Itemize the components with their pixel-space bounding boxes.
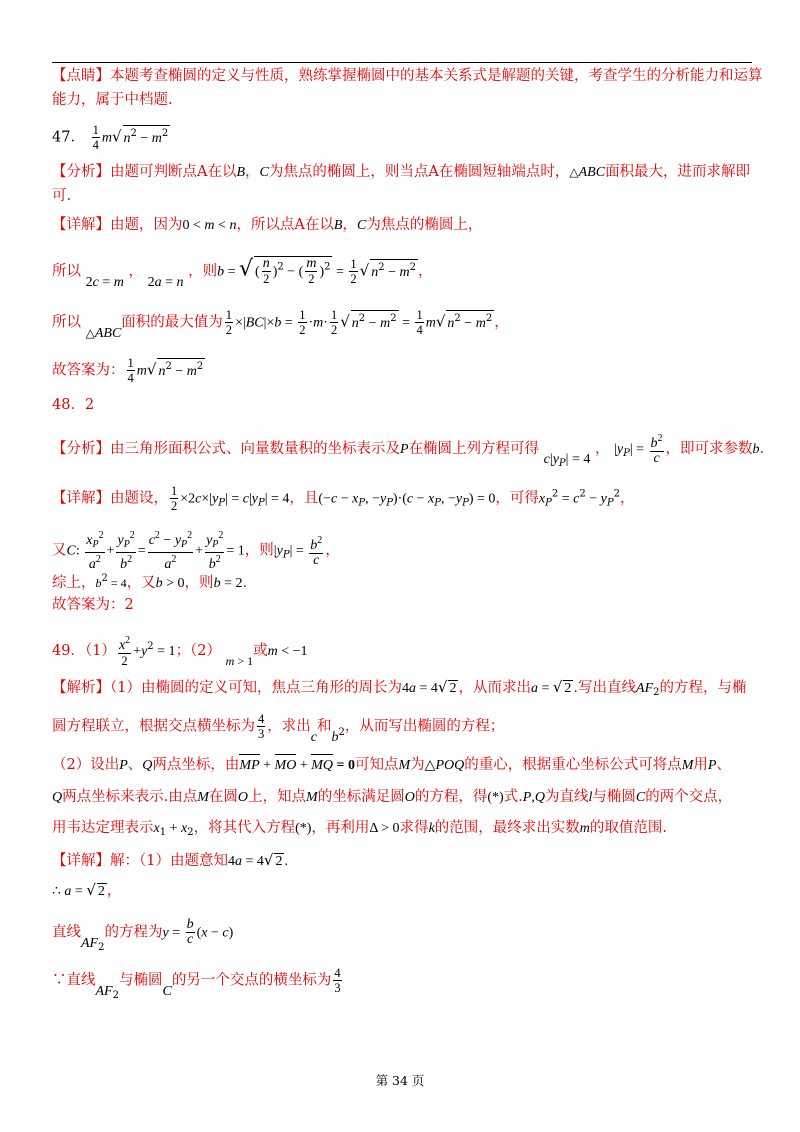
q49-xiangjie-4: ∵直线$AF_2$与椭圆C的另一个交点的横坐标为 $\frac{4}{3}$ (52, 966, 341, 1001)
q49-xiangjie-1: 【详解】解：（1）由题意知4a = 4√ 2 . (52, 851, 288, 869)
dianjing-line-2: 能力，属于中档题. (52, 92, 173, 108)
q49-jiexi-5: 用韦达定理表示$x_1 + x_2$，将其代入方程(*)，再利用Δ > 0求得k的范围，最终求出实数m的取值范围. (52, 820, 668, 838)
q49-xiangjie-3: 直线$AF_2$的方程为y = $\frac{b}{c}$ (x − c) (52, 917, 234, 953)
q47-fenxi-1: 【分析】由题可判断点A在以B，C为焦点的椭圆上，则当点A在椭圆短轴端点时，△ABC面积最大，进而求解即 (52, 164, 751, 180)
q49-jiexi-1: 【解析】（1）由椭圆的定义可知，焦点三角形的周长为4a = 4√ 2 ，从而求出a = √ 2 .写出直线$AF_2$的方程，与椭 (52, 678, 747, 698)
fenxi-tag: 【分析】 (52, 164, 110, 180)
q48-xiangjie-1: 【详解】由题设， $\frac{1}{2}$ $\times 2c\times|y_P| = c|y_P| = 4$，且($-c - x_P$, $-y_P)\cdot(c - x_P$, $-y_P) = 0$，可得$x_P^2 = c^2 - y_P^2$， (52, 484, 635, 513)
q48-xiangjie-2: 又C: $\frac{x_P^2}{a^2}$ + $\frac{y_P^2}{b^2}$ = $\frac{c^2 - y_P^2}{a^2}$ + $\frac{y_P^2}{b^2}$ = 1，则$|y_P|$ = $\frac{b^2}{c}$ ， (52, 530, 340, 572)
q47-fenxi-2: 可. (52, 188, 72, 204)
q48-fenxi: 【分析】由三角形面积公式、向量数量积的坐标表示及P在椭圆上列方程可得 $c|y_P| = 4$ ， $|y_P|$ = $\frac{b^2}{c}$ ，即可求参数b. (52, 433, 765, 469)
q47-xiangjie-1: 【详解】由题，因为0 < m < n，所以点A在以B，C为焦点的椭圆上， (52, 217, 483, 233)
header-rule (52, 62, 752, 63)
q48-xiangjie-3: 综上，$b^2 = 4$，又b > 0，则b = 2. (52, 573, 248, 591)
xiangjie-tag: 【详解】 (52, 217, 110, 233)
jiexi-tag: 【解析】 (52, 680, 110, 696)
q49-jiexi-3: （2）设出P、Q两点坐标，由MP + MO + MQ = 0可知点M为△POQ的重心，根据重心坐标公式可将点M用P、 (52, 755, 731, 776)
q47-xiangjie-2: 所以 2c = m ， 2a = n ，则b = √ ( $\frac{n}{2}$ )$^2$ − ( $\frac{m}{2}$ )$^2$ = $\frac{1}{2}$ √ $n^2 - m^2$ ， (52, 256, 433, 290)
q48-answer-line: 48．2 (52, 397, 95, 413)
q49-jiexi-4: Q两点坐标来表示.由点M在圆O上，知点M的坐标满足圆O的方程，得(*)式.P,Q为直线l与椭圆C的两个交点， (52, 789, 733, 805)
q48-answer: 故答案为：2 (52, 597, 134, 613)
page-footer: 第 34 页 (375, 1073, 425, 1088)
dianjing-line-1: 【点睛】本题考查椭圆的定义与性质，熟练掌握椭圆中的基本关系式是解题的关键，考查学生的分析能力和运算 (52, 68, 763, 84)
q47-xiangjie-3: 所以 △ABC面积的最大值为 $\frac{1}{2}$ ×|BC|×b = $\frac{1}{2}$ ·m· $\frac{1}{2}$ √ $n^2 - m^2$ = $\frac{1}{4}$ m√ $n^2 - m^2$ ， (52, 308, 509, 341)
q47-answer-line: 47． $\frac{1}{4}$ m√ $n^2 - m^2$ (52, 123, 169, 152)
q49-jiexi-2: 圆方程联立，根据交点横坐标为 $\frac{4}{3}$ ，求出c和$b^2$，从而写出椭圆的方程； (52, 712, 505, 745)
q47-answer: 故答案为： $\frac{1}{4}$ m√ $n^2 - m^2$ (52, 356, 204, 385)
q49-answer-line: 49．（1） $\frac{x^2}{2}$ $+y^2 = 1$；（2） m > 1或m < −1 (52, 635, 308, 668)
dianjing-tag: 【点睛】 (52, 68, 110, 84)
q49-xiangjie-2: ∴ a = √ 2 ， (52, 881, 122, 899)
